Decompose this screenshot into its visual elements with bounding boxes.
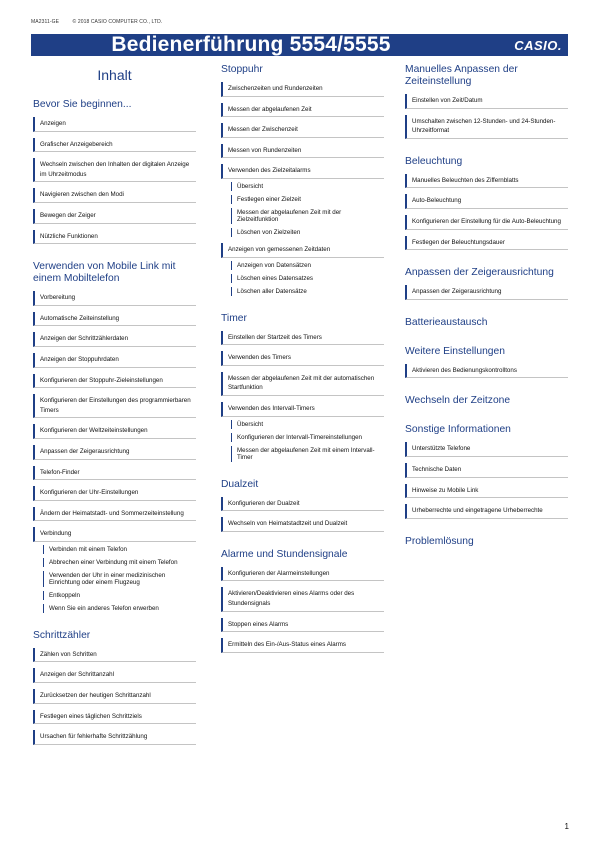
toc-link[interactable]: Aktivieren des Bedienungskontrolltons bbox=[405, 364, 568, 379]
section-gap bbox=[221, 468, 384, 479]
section-heading[interactable]: Sonstige Informationen bbox=[405, 424, 511, 436]
section-heading[interactable]: Weitere Einstellungen bbox=[405, 345, 505, 357]
toc-sublist bbox=[43, 545, 196, 613]
toc-link[interactable]: Konfigurieren der Uhr-Einstellungen bbox=[33, 486, 196, 501]
toc-link[interactable]: Verwenden des Zielzeitalarms bbox=[221, 164, 384, 179]
toc-sublist bbox=[231, 261, 384, 296]
toc-sections bbox=[33, 99, 196, 762]
section-gap bbox=[33, 619, 196, 630]
toc-link[interactable]: Zwischenzeiten und Rundenzeiten bbox=[221, 82, 384, 97]
toc-link[interactable]: Anzeigen der Stoppuhrdaten bbox=[33, 353, 196, 368]
toc-sublink[interactable]: Löschen aller Datensätze bbox=[231, 287, 384, 296]
toc-link[interactable]: Hinweise zu Mobile Link bbox=[405, 484, 568, 499]
toc-sublink[interactable]: Messen der abgelaufenen Zeit mit einem Intervall-Timer bbox=[231, 446, 384, 462]
section-heading[interactable]: Bevor Sie beginnen... bbox=[33, 99, 132, 110]
toc-link[interactable]: Wechseln von Heimatstadtzeit und Dualzeit bbox=[221, 517, 384, 532]
toc-link[interactable]: Vorbereitung bbox=[33, 291, 196, 306]
section-heading[interactable]: Problemlösung bbox=[405, 535, 474, 547]
section-gap bbox=[33, 250, 196, 261]
toc-link[interactable]: Anzeigen der Schrittzählerdaten bbox=[33, 332, 196, 347]
toc-link[interactable]: Anpassen der Zeigerausrichtung bbox=[33, 445, 196, 460]
toc-link[interactable]: Einstellen der Startzeit des Timers bbox=[221, 331, 384, 346]
toc-link[interactable]: Einstellen von Zeit/Datum bbox=[405, 94, 568, 109]
section-gap bbox=[405, 413, 568, 424]
toc-link[interactable]: Navigieren zwischen den Modi bbox=[33, 188, 196, 203]
section-heading[interactable]: Batterieaustausch bbox=[405, 316, 488, 328]
toc-sublink[interactable]: Löschen von Zielzeiten bbox=[231, 228, 384, 237]
toc-link[interactable]: Manuelles Beleuchten des Ziffernblatts bbox=[405, 174, 568, 189]
section-gap bbox=[405, 145, 568, 156]
section-heading[interactable]: Anpassen der Zeigerausrichtung bbox=[405, 267, 554, 279]
toc-sublink[interactable]: Entkoppeln bbox=[43, 591, 196, 600]
section-heading[interactable]: Stoppuhr bbox=[221, 64, 263, 75]
toc-sublink[interactable]: Übersicht bbox=[231, 420, 384, 429]
toc-link[interactable]: Ermitteln des Ein-/Aus-Status eines Alarms bbox=[221, 638, 384, 653]
toc-link[interactable]: Konfigurieren der Einstellung für die Auto-Beleuchtung bbox=[405, 215, 568, 230]
casio-logo: CASIO. bbox=[514, 38, 562, 53]
toc-link[interactable]: Messen der Zwischenzeit bbox=[221, 123, 384, 138]
header-meta bbox=[31, 19, 174, 25]
toc-sublink[interactable]: Verwenden der Uhr in einer medizinischen Einrichtung oder einem Flugzeug bbox=[43, 571, 196, 587]
toc-sections bbox=[221, 64, 384, 670]
toc-link[interactable]: Urheberrechte und eingetragene Urheberrechte bbox=[405, 504, 568, 519]
toc-title: Inhalt bbox=[97, 67, 132, 83]
toc-link[interactable]: Verwenden des Intervall-Timers bbox=[221, 402, 384, 417]
toc-link[interactable]: Messen der abgelaufenen Zeit bbox=[221, 103, 384, 118]
toc-link[interactable]: Festlegen eines täglichen Schrittziels bbox=[33, 710, 196, 725]
toc-sections bbox=[405, 64, 568, 565]
toc-link[interactable]: Ändern der Heimatstadt- und Sommerzeiteinstellung bbox=[33, 507, 196, 522]
toc-link[interactable]: Anpassen der Zeigerausrichtung bbox=[405, 285, 568, 300]
toc-link[interactable]: Auto-Beleuchtung bbox=[405, 194, 568, 209]
toc-link[interactable]: Verwenden des Timers bbox=[221, 351, 384, 366]
section-heading[interactable]: Beleuchtung bbox=[405, 155, 463, 167]
toc-link[interactable]: Telefon-Finder bbox=[33, 466, 196, 481]
section-gap bbox=[405, 335, 568, 346]
section-gap bbox=[405, 384, 568, 395]
toc-column-2 bbox=[221, 64, 384, 670]
section-gap bbox=[221, 538, 384, 549]
toc-sublink[interactable]: Anzeigen von Datensätzen bbox=[231, 261, 384, 270]
toc-link[interactable]: Unterstützte Telefone bbox=[405, 442, 568, 457]
toc-link[interactable]: Grafischer Anzeigebereich bbox=[33, 138, 196, 153]
section-gap bbox=[405, 554, 568, 565]
toc-link[interactable]: Zurücksetzen der heutigen Schrittanzahl bbox=[33, 689, 196, 704]
toc-link[interactable]: Anzeigen von gemessenen Zeitdaten bbox=[221, 243, 384, 258]
toc-link[interactable]: Messen der abgelaufenen Zeit mit der automatischen Startfunktion bbox=[221, 372, 384, 396]
toc-link[interactable]: Technische Daten bbox=[405, 463, 568, 478]
section-heading[interactable]: Wechseln der Zeitzone bbox=[405, 395, 511, 407]
section-gap bbox=[405, 306, 568, 317]
title-banner bbox=[31, 34, 568, 56]
toc-link[interactable]: Zählen von Schritten bbox=[33, 648, 196, 663]
toc-link[interactable]: Konfigurieren der Dualzeit bbox=[221, 497, 384, 512]
toc-link[interactable]: Konfigurieren der Weltzeiteinstellungen bbox=[33, 424, 196, 439]
doc-code: MA2311-GE bbox=[31, 19, 60, 25]
page-title: Bedienerführung 5554/5555 bbox=[111, 33, 391, 56]
toc-sublink[interactable]: Übersicht bbox=[231, 182, 384, 191]
toc-link[interactable]: Automatische Zeiteinstellung bbox=[33, 312, 196, 327]
toc-link[interactable]: Ursachen für fehlerhafte Schrittzählung bbox=[33, 730, 196, 745]
toc-link[interactable]: Stoppen eines Alarms bbox=[221, 618, 384, 633]
section-heading[interactable]: Timer bbox=[221, 312, 247, 324]
toc-link[interactable]: Konfigurieren der Alarmeinstellungen bbox=[221, 567, 384, 582]
toc-sublink[interactable]: Abbrechen einer Verbindung mit einem Telefon bbox=[43, 558, 196, 567]
toc-link[interactable]: Wechseln zwischen den Inhalten der digitalen Anzeige im Uhrzeitmodus bbox=[33, 158, 196, 182]
section-gap bbox=[33, 751, 196, 762]
section-heading[interactable]: Manuelles Anpassen der Zeiteinstellung bbox=[405, 64, 518, 87]
toc-link[interactable]: Konfigurieren der Stoppuhr-Zieleinstellungen bbox=[33, 374, 196, 389]
toc-link[interactable]: Aktivieren/Deaktivieren eines Alarms oder des Stundensignals bbox=[221, 587, 384, 611]
toc-link[interactable]: Bewegen der Zeiger bbox=[33, 209, 196, 224]
toc-sublink[interactable]: Wenn Sie ein anderes Telefon erwerben bbox=[43, 604, 196, 613]
toc-link[interactable]: Anzeigen bbox=[33, 117, 196, 132]
toc-sublist bbox=[231, 420, 384, 462]
toc-link[interactable]: Nützliche Funktionen bbox=[33, 230, 196, 245]
section-heading[interactable]: Schrittzähler bbox=[33, 629, 91, 641]
toc-sublink[interactable]: Konfigurieren der Intervall-Timereinstellungen bbox=[231, 433, 384, 442]
section-gap bbox=[405, 525, 568, 536]
section-heading[interactable]: Dualzeit bbox=[221, 478, 259, 490]
toc-column-1 bbox=[33, 64, 196, 762]
toc-link[interactable]: Festlegen der Beleuchtungsdauer bbox=[405, 236, 568, 251]
copyright: © 2018 CASIO COMPUTER CO., LTD. bbox=[72, 19, 163, 25]
section-gap bbox=[405, 256, 568, 267]
toc-link[interactable]: Konfigurieren der Einstellungen des programmierbaren Timers bbox=[33, 394, 196, 418]
toc-sublink[interactable]: Festlegen einer Zielzeit bbox=[231, 195, 384, 204]
toc-link[interactable]: Umschalten zwischen 12-Stunden- und 24-Stunden-Uhrzeitformat bbox=[405, 115, 568, 139]
toc-column-3 bbox=[405, 64, 568, 565]
toc-link[interactable]: Messen von Rundenzeiten bbox=[221, 144, 384, 159]
toc-sublist bbox=[231, 182, 384, 237]
section-heading[interactable]: Alarme und Stundensignale bbox=[221, 548, 348, 560]
toc-link[interactable]: Anzeigen der Schrittanzahl bbox=[33, 668, 196, 683]
toc-link[interactable]: Verbindung bbox=[33, 527, 196, 542]
toc-sublink[interactable]: Löschen eines Datensatzes bbox=[231, 274, 384, 283]
section-gap bbox=[221, 659, 384, 670]
toc-sublink[interactable]: Messen der abgelaufenen Zeit mit der Zielzeitfunktion bbox=[231, 208, 384, 224]
page-number: 1 bbox=[564, 822, 569, 831]
section-heading[interactable]: Verwenden von Mobile Link mit einem Mobiltelefon bbox=[33, 261, 176, 285]
section-gap bbox=[221, 302, 384, 313]
toc-sublink[interactable]: Verbinden mit einem Telefon bbox=[43, 545, 196, 554]
